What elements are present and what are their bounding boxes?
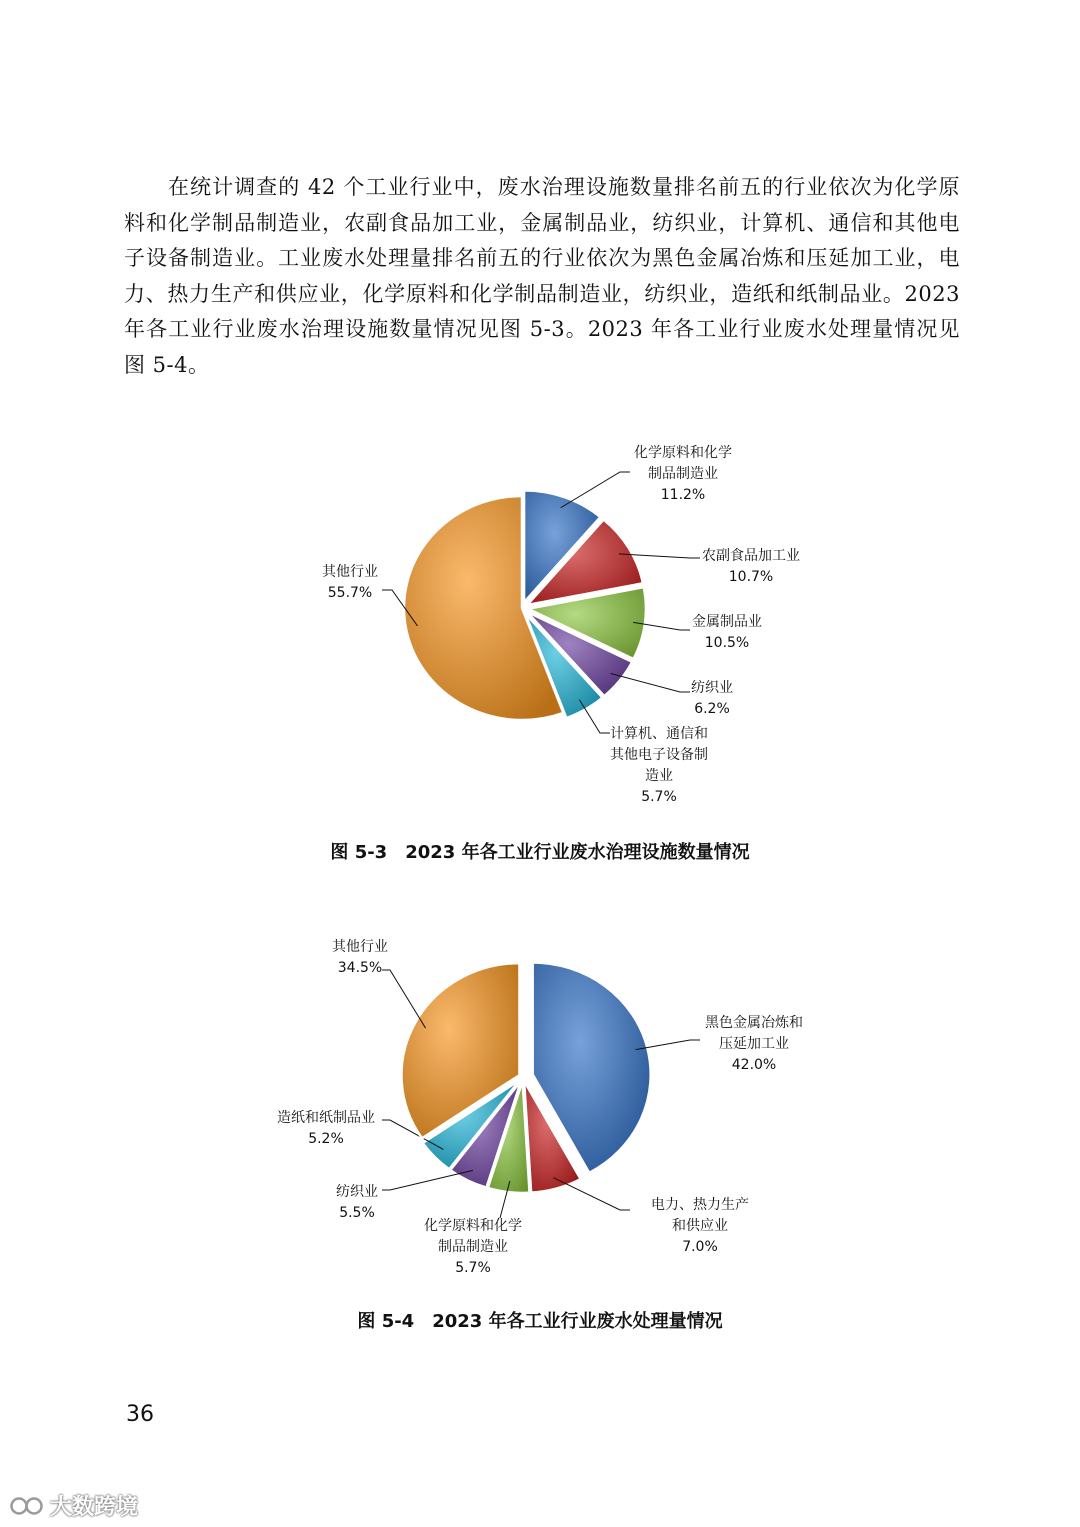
- pie-chart-wastewater-facilities: [0, 425, 1080, 825]
- slice-percent-label: 5.7%: [641, 789, 677, 805]
- slice-percent-label: 5.5%: [339, 1205, 375, 1221]
- slice-percent-label: 5.7%: [455, 1260, 491, 1276]
- slice-percent-label: 55.7%: [327, 585, 373, 601]
- leader-line: [382, 1170, 473, 1190]
- slice-percent-label: 10.7%: [728, 569, 774, 585]
- slice-category-label: 造纸和纸制品业: [277, 1110, 375, 1126]
- slice-category-label: 制品制造业: [438, 1239, 508, 1255]
- leader-line: [611, 673, 690, 692]
- slice-percent-label: 34.5%: [337, 960, 383, 976]
- slice-percent-label: 11.2%: [660, 487, 706, 503]
- slice-percent-label: 10.5%: [704, 635, 750, 651]
- slice-percent-label: 5.2%: [308, 1131, 344, 1147]
- pie-chart-wastewater-volume: [0, 920, 1080, 1290]
- slice-category-label: 黑色金属冶炼和: [705, 1015, 803, 1031]
- watermark: [10, 1490, 138, 1521]
- watermark-logo-icon: [10, 1495, 44, 1517]
- figure-caption-5-3: 图 5-3 2023 年各工业行业废水治理设施数量情况: [330, 842, 750, 863]
- slice-category-label: 压延加工业: [719, 1036, 789, 1052]
- slice-category-label: 造业: [645, 768, 673, 784]
- slice-percent-label: 6.2%: [694, 701, 730, 717]
- slice-category-label: 电力、热力生产: [651, 1197, 749, 1213]
- figure-caption-5-4: 图 5-4 2023 年各工业行业废水处理量情况: [357, 1311, 723, 1332]
- slice-category-label: 农副食品加工业: [702, 548, 800, 564]
- slice-category-label: 和供应业: [672, 1218, 728, 1234]
- body-paragraph: 在统计调查的 42 个工业行业中，废水治理设施数量排名前五的行业依次为化学原料和化学制品制造业，农副食品加工业，金属制品业，纺织业，计算机、通信和其他电子设备制造业。工业废水处理量排名前五的行业依次为黑色金属冶炼和压延加工业，电力、热力生产和供应业，化学原料和化学制品制造业，纺织业，造纸和纸制品业。2023 年各工业行业废水治理设施数量情况见图 5-3。2023 年各工业行业废水处理量情况见图 5-4。: [124, 175, 960, 377]
- slice-category-label: 纺织业: [691, 680, 733, 696]
- slice-category-label: 制品制造业: [648, 466, 718, 482]
- watermark-text: 大数跨境: [50, 1495, 139, 1520]
- slice-category-label: 纺织业: [336, 1184, 378, 1200]
- slice-percent-label: 7.0%: [682, 1239, 718, 1255]
- page-number: 36: [126, 1402, 154, 1427]
- slice-category-label: 其他电子设备制: [610, 747, 708, 763]
- slice-category-label: 其他行业: [322, 564, 378, 580]
- slice-percent-label: 42.0%: [731, 1057, 777, 1073]
- slice-category-label: 计算机、通信和: [610, 726, 708, 742]
- slice-category-label: 化学原料和化学: [424, 1218, 522, 1234]
- slice-category-label: 化学原料和化学: [634, 445, 732, 461]
- slice-category-label: 其他行业: [332, 939, 388, 955]
- slice-category-label: 金属制品业: [692, 614, 762, 630]
